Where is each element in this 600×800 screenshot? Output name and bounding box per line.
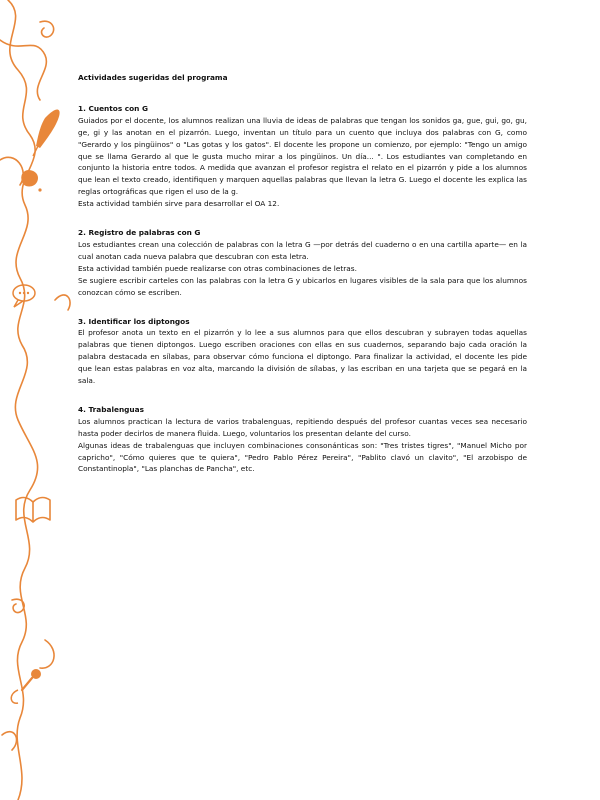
section-heading: 3. Identificar los diptongos xyxy=(78,316,190,326)
swirl-line xyxy=(2,732,17,750)
section-paragraph: Algunas ideas de trabalenguas que incluyen combinaciones consonánticas son: "Tres tristes tigres", "Manuel Micho por capricho", "Cómo quieres que te quiera", "Pedro Pablo Pérez Pereira", "Pablito clavó un clavito", "El arzobispo de Constantinopla", "Las planchas de Pancha", etc. xyxy=(78,440,527,474)
swirl-line xyxy=(11,690,18,703)
swirl-line xyxy=(8,0,38,800)
spiral-swirl-icon xyxy=(12,599,24,612)
swirl-line xyxy=(40,640,54,668)
section-paragraph: Los estudiantes crean una colección de palabras con la letra G —por detrás del cuaderno o en una cartilla aparte— en la cual anotan cada nueva palabra que descubran con esta letra. xyxy=(78,239,527,261)
left-margin-decoration xyxy=(0,0,75,800)
microphone-icon xyxy=(22,669,41,690)
section-heading: 4. Trabalenguas xyxy=(78,404,144,414)
spiral-swirl-icon xyxy=(40,21,54,37)
document-title: Actividades sugeridas del programa xyxy=(78,73,228,82)
swirl-line xyxy=(55,295,70,310)
activity-section xyxy=(78,227,527,298)
section-heading: 2. Registro de palabras con G xyxy=(78,228,201,238)
swirl-line xyxy=(0,157,23,185)
section-paragraph: Esta actividad también puede realizarse con otras combinaciones de letras. xyxy=(78,263,357,273)
activity-section xyxy=(78,103,527,210)
section-paragraph: Esta actividad también sirve para desarrollar el OA 12. xyxy=(78,199,280,209)
activity-section xyxy=(78,404,527,475)
swirl-line xyxy=(0,40,46,100)
section-heading: 1. Cuentos con G xyxy=(78,103,148,113)
feather-quill-icon xyxy=(36,109,60,148)
section-paragraph: El profesor anota un texto en el pizarrón y lo lee a sus alumnos para que ellos descubran y subrayen todas aquellas palabras que tienen diptongos. Luego escriben oraciones con ellas en sus cuadernos, separando bajo cada oración la palabra destacada en sílabas, para observar cómo funciona el diptongo. Para finalizar la actividad, el docente les pide que lean estas palabras en voz alta, marcando la división de sílabas, y las escriban en una tarjeta que se pegará en la sala. xyxy=(78,328,527,386)
open-book-icon xyxy=(16,498,50,522)
section-paragraph: Guiados por el docente, los alumnos realizan una lluvia de ideas de palabras que tengan los sonidos ga, gue, gui, go, gu, ge, gi y las anotan en el pizarrón. Luego, inventan un título para un cuento que incluya dos palabras con G, como "Gerardo y los pingüinos" o "Las gotas y los gatos". El docente les propone un comienzo, por ejemplo: "Tengo un amigo que se llama Gerardo al que le gusta mucho mirar a los pingüinos. Un día... ". Los estudiantes van completando en conjunto la historia entre todos. A medida que avanzan el profesor registra el relato en el pizarrón y pide a los alumnos que lean el texto creado, identifiquen y marquen aquellas palabras que llevan la letra G. Luego el docente les explica las reglas ortográficas que rigen el uso de la g. xyxy=(78,115,527,197)
activity-section xyxy=(78,316,527,387)
section-paragraph: Los alumnos practican la lectura de varios trabalenguas, repitiendo después del profesor cuantas veces sea necesario hasta poder decirlos de manera fluida. Luego, voluntarios los presentan delante del curso. xyxy=(78,416,527,438)
ink-blot-icon xyxy=(21,170,38,187)
document-body xyxy=(78,72,527,492)
section-paragraph: Se sugiere escribir carteles con las palabras con la letra G y ubicarlos en lugares visibles de la sala para que los alumnos conozcan cómo se escriben. xyxy=(78,275,527,297)
